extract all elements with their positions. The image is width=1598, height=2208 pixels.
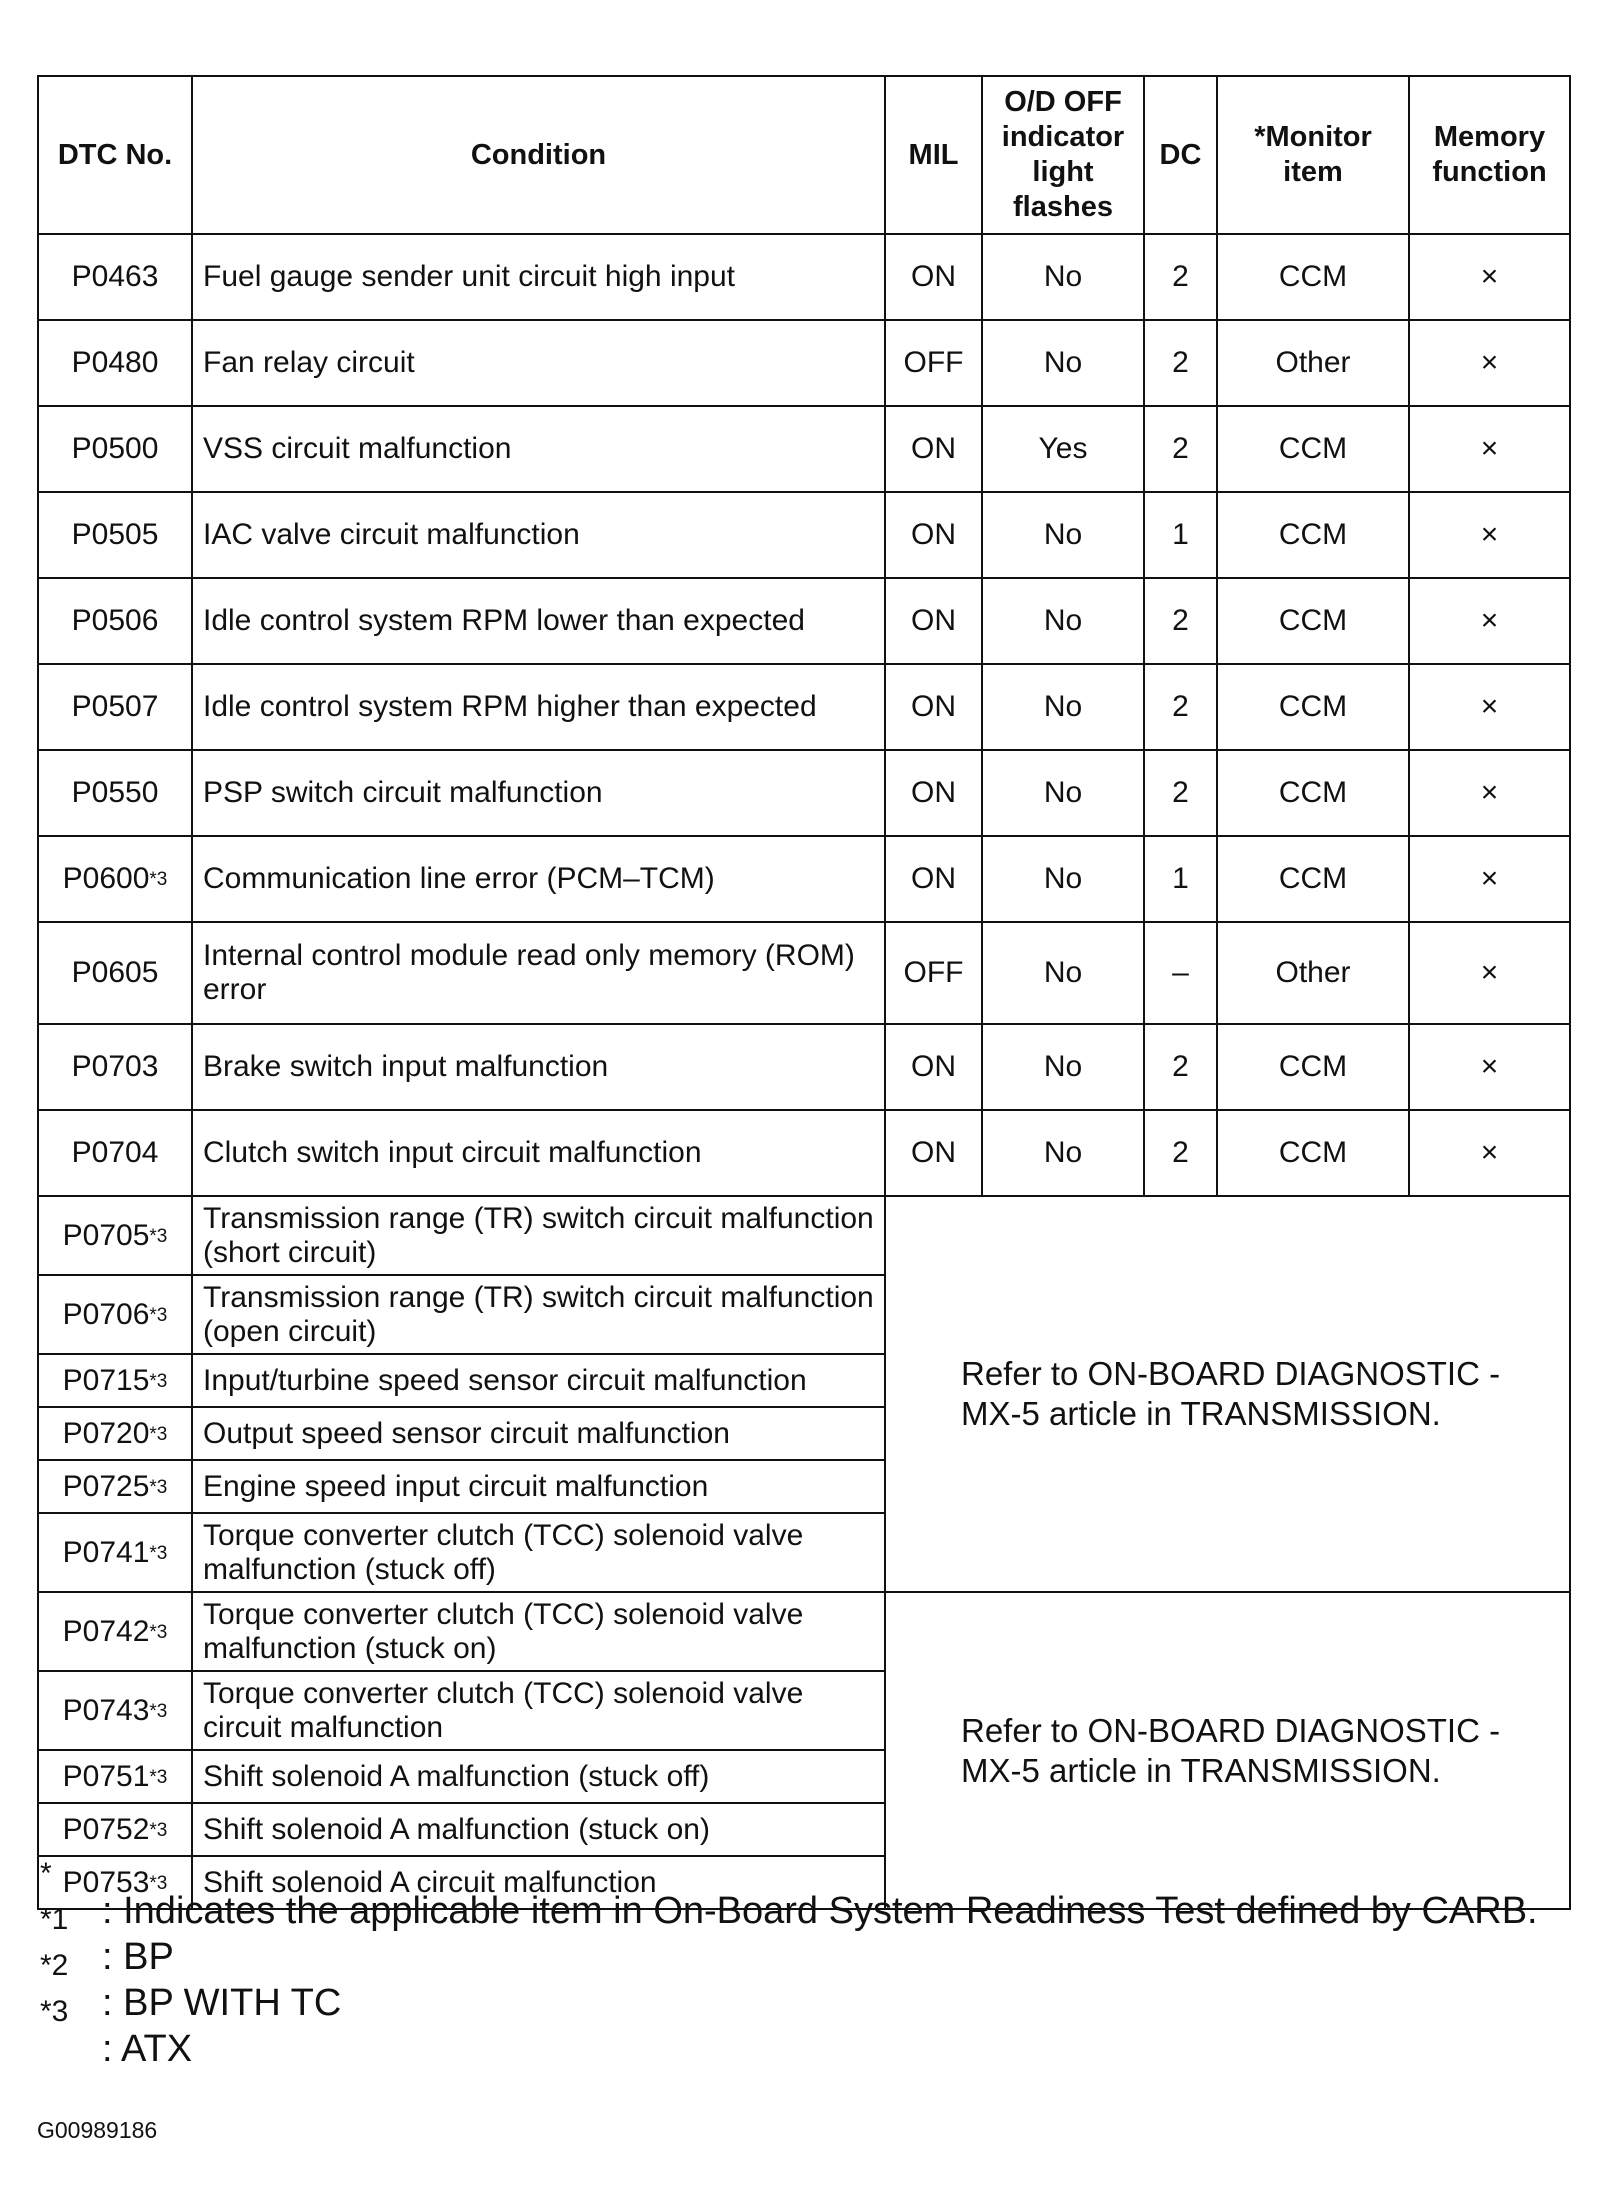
refer-note-cell	[885, 1592, 1570, 1909]
monitor-cell: Other	[1217, 320, 1409, 406]
header-memory-line: Memory	[1433, 121, 1546, 153]
dtc-code: P0703	[71, 1050, 159, 1083]
footnote-mark: *3	[149, 1621, 168, 1643]
mil-cell: ON	[885, 406, 982, 492]
dtc-code: P0751	[62, 1759, 150, 1793]
memory-cell: ×	[1409, 406, 1570, 492]
monitor-cell: Other	[1217, 922, 1409, 1024]
condition-cell: Fuel gauge sender unit circuit high input	[192, 234, 885, 320]
condition-cell: Internal control module read only memory (ROM) error	[192, 922, 885, 1024]
footnote-mark: *3	[149, 1819, 168, 1841]
condition-cell: Idle control system RPM lower than expected	[192, 578, 885, 664]
od-flash-cell: No	[982, 234, 1144, 320]
dtc-code: P0705	[62, 1218, 150, 1252]
dtc-code-cell	[38, 320, 192, 406]
legend-item: *1 : BP	[40, 1934, 1580, 1980]
table-row	[38, 1592, 1570, 1671]
header-condition: Condition	[192, 76, 885, 234]
header-od-line: O/D OFF	[1004, 86, 1122, 118]
mil-cell: ON	[885, 750, 982, 836]
condition-cell: Idle control system RPM higher than expected	[192, 664, 885, 750]
monitor-cell: CCM	[1217, 406, 1409, 492]
dtc-code-cell	[38, 1024, 192, 1110]
header-monitor-line: *Monitor	[1254, 121, 1372, 153]
od-flash-cell: No	[982, 750, 1144, 836]
dtc-code-cell	[38, 492, 192, 578]
condition-cell: Torque converter clutch (TCC) solenoid valve malfunction (stuck on)	[192, 1592, 885, 1671]
dc-cell: 2	[1144, 664, 1217, 750]
dtc-code: P0743	[62, 1693, 150, 1727]
figure-id: G00989186	[37, 2117, 158, 2143]
table-row	[38, 1024, 1570, 1110]
footnote-mark: *3	[149, 869, 168, 890]
monitor-cell: CCM	[1217, 836, 1409, 922]
legend-text: : ATX	[102, 2028, 193, 2070]
footnote-mark: *3	[149, 1766, 168, 1788]
refer-note-cell	[885, 1196, 1570, 1592]
legend-item: * : Indicates the applicable item in On-Board System Readiness Test defined by CARB.	[40, 1888, 1580, 1934]
dtc-code-cell	[38, 1513, 192, 1592]
od-flash-cell: No	[982, 320, 1144, 406]
memory-cell: ×	[1409, 1024, 1570, 1110]
dtc-code: P0480	[71, 346, 159, 379]
condition-cell: VSS circuit malfunction	[192, 406, 885, 492]
dc-cell: 1	[1144, 492, 1217, 578]
condition-cell: Transmission range (TR) switch circuit malfunction (short circuit)	[192, 1196, 885, 1275]
dtc-code: P0725	[62, 1469, 150, 1503]
mil-cell: ON	[885, 1024, 982, 1110]
memory-cell: ×	[1409, 492, 1570, 578]
table-row	[38, 750, 1570, 836]
monitor-cell: CCM	[1217, 492, 1409, 578]
header-od-line: flashes	[1013, 191, 1113, 223]
dtc-code-cell	[38, 1750, 192, 1803]
condition-cell: Torque converter clutch (TCC) solenoid valve circuit malfunction	[192, 1671, 885, 1750]
condition-cell: Engine speed input circuit malfunction	[192, 1460, 885, 1513]
condition-cell: Input/turbine speed sensor circuit malfunction	[192, 1354, 885, 1407]
dtc-code-cell	[38, 664, 192, 750]
dtc-code: P0500	[71, 432, 159, 465]
memory-cell: ×	[1409, 836, 1570, 922]
footnote-mark: *3	[149, 1370, 168, 1392]
mil-cell: ON	[885, 664, 982, 750]
dtc-code-cell	[38, 1592, 192, 1671]
condition-cell: IAC valve circuit malfunction	[192, 492, 885, 578]
dtc-code: P0720	[62, 1416, 150, 1450]
condition-cell: Communication line error (PCM–TCM)	[192, 836, 885, 922]
dtc-code-cell	[38, 578, 192, 664]
refer-note-line: Refer to ON-BOARD DIAGNOSTIC -	[961, 1355, 1501, 1392]
mil-cell: OFF	[885, 320, 982, 406]
monitor-cell: CCM	[1217, 234, 1409, 320]
table-row	[38, 320, 1570, 406]
table-row	[38, 492, 1570, 578]
dtc-code: P0715	[62, 1363, 150, 1397]
condition-cell: Shift solenoid A malfunction (stuck on)	[192, 1803, 885, 1856]
od-flash-cell: No	[982, 1110, 1144, 1196]
legend-text: : Indicates the applicable item in On-Board System Readiness Test defined by CARB.	[102, 1890, 1538, 1932]
footnote-mark: *3	[149, 1225, 168, 1247]
memory-cell: ×	[1409, 664, 1570, 750]
mil-cell: OFF	[885, 922, 982, 1024]
memory-cell: ×	[1409, 1110, 1570, 1196]
legend-text: : BP WITH TC	[102, 1982, 342, 2024]
dtc-code: P0742	[62, 1614, 150, 1648]
table-row	[38, 922, 1570, 1024]
mil-cell: ON	[885, 234, 982, 320]
dtc-code-cell	[38, 1803, 192, 1856]
footnote-mark: *3	[149, 1476, 168, 1498]
footnote-mark: *3	[149, 1304, 168, 1326]
dtc-code-cell	[38, 922, 192, 1024]
footnote-mark: *3	[149, 1542, 168, 1564]
dtc-code: P0600	[62, 862, 150, 895]
condition-cell: Torque converter clutch (TCC) solenoid valve malfunction (stuck off)	[192, 1513, 885, 1592]
dtc-code: P0463	[71, 260, 159, 293]
dc-cell: 2	[1144, 1024, 1217, 1110]
header-dtc-no: DTC No.	[38, 76, 192, 234]
table-row	[38, 664, 1570, 750]
dtc-code-cell	[38, 1671, 192, 1750]
dc-cell: 2	[1144, 1110, 1217, 1196]
memory-cell: ×	[1409, 578, 1570, 664]
dc-cell: –	[1144, 922, 1217, 1024]
dc-cell: 2	[1144, 750, 1217, 836]
footnote-mark: *3	[149, 1423, 168, 1445]
od-flash-cell: No	[982, 578, 1144, 664]
dtc-code-cell	[38, 1354, 192, 1407]
header-dc: DC	[1144, 76, 1217, 234]
condition-cell: Shift solenoid A malfunction (stuck off)	[192, 1750, 885, 1803]
dtc-code: P0505	[71, 518, 159, 551]
dc-cell: 2	[1144, 234, 1217, 320]
mil-cell: ON	[885, 836, 982, 922]
mil-cell: ON	[885, 578, 982, 664]
footnote-mark: *3	[149, 1700, 168, 1722]
dtc-code: P0506	[71, 604, 159, 637]
table-row	[38, 836, 1570, 922]
dtc-code: P0605	[71, 956, 159, 989]
monitor-cell: CCM	[1217, 750, 1409, 836]
memory-cell: ×	[1409, 922, 1570, 1024]
dc-cell: 2	[1144, 578, 1217, 664]
legend-text: : BP	[102, 1936, 174, 1978]
condition-cell: Fan relay circuit	[192, 320, 885, 406]
od-flash-cell: No	[982, 836, 1144, 922]
monitor-cell: CCM	[1217, 1110, 1409, 1196]
refer-note-line: MX-5 article in TRANSMISSION.	[961, 1395, 1441, 1432]
dtc-code-cell	[38, 1407, 192, 1460]
dtc-code: P0704	[71, 1136, 159, 1169]
condition-cell: Clutch switch input circuit malfunction	[192, 1110, 885, 1196]
legend-item: *3 : ATX	[40, 2026, 1580, 2072]
dtc-code: P0741	[62, 1535, 150, 1569]
monitor-cell: CCM	[1217, 578, 1409, 664]
table-header-row	[38, 76, 1570, 234]
table-row	[38, 1196, 1570, 1275]
dc-cell: 1	[1144, 836, 1217, 922]
header-monitor-line: item	[1283, 156, 1343, 188]
condition-cell: Brake switch input malfunction	[192, 1024, 885, 1110]
dtc-code: P0507	[71, 690, 159, 723]
dtc-code: P0753	[62, 1865, 150, 1899]
legend-item: *2 : BP WITH TC	[40, 1980, 1580, 2026]
dtc-code-cell	[38, 234, 192, 320]
header-monitor-item	[1217, 76, 1409, 234]
condition-cell: Output speed sensor circuit malfunction	[192, 1407, 885, 1460]
table-row	[38, 234, 1570, 320]
monitor-cell: CCM	[1217, 1024, 1409, 1110]
od-flash-cell: No	[982, 1024, 1144, 1110]
table-row	[38, 1110, 1570, 1196]
dc-cell: 2	[1144, 406, 1217, 492]
refer-note-line: Refer to ON-BOARD DIAGNOSTIC -	[961, 1711, 1501, 1749]
dc-cell: 2	[1144, 320, 1217, 406]
header-memory-line: function	[1432, 156, 1547, 188]
dtc-code-cell	[38, 406, 192, 492]
header-od-off	[982, 76, 1144, 234]
condition-cell: Shift solenoid A circuit malfunction	[192, 1856, 885, 1909]
dtc-code: P0752	[62, 1812, 150, 1846]
mil-cell: ON	[885, 1110, 982, 1196]
monitor-cell: CCM	[1217, 664, 1409, 750]
dtc-code-cell	[38, 1196, 192, 1275]
table-row	[38, 406, 1570, 492]
mil-cell: ON	[885, 492, 982, 578]
dtc-code-cell	[38, 1275, 192, 1354]
condition-cell: PSP switch circuit malfunction	[192, 750, 885, 836]
od-flash-cell: No	[982, 664, 1144, 750]
memory-cell: ×	[1409, 750, 1570, 836]
condition-cell: Transmission range (TR) switch circuit malfunction (open circuit)	[192, 1275, 885, 1354]
od-flash-cell: No	[982, 492, 1144, 578]
dtc-code: P0550	[71, 776, 159, 809]
memory-cell: ×	[1409, 320, 1570, 406]
header-od-line: indicator	[1001, 121, 1125, 153]
od-flash-cell: No	[982, 922, 1144, 1024]
header-mil: MIL	[885, 76, 982, 234]
dtc-code: P0706	[62, 1297, 150, 1331]
header-memory-function	[1409, 76, 1570, 234]
table-row	[38, 578, 1570, 664]
dtc-code-cell	[38, 836, 192, 922]
dtc-code-cell	[38, 750, 192, 836]
footnote-mark: *3	[149, 1872, 168, 1894]
memory-cell: ×	[1409, 234, 1570, 320]
dtc-table	[37, 75, 1571, 1910]
dtc-code-cell	[38, 1110, 192, 1196]
refer-note-line: MX-5 article in TRANSMISSION.	[961, 1751, 1441, 1789]
header-od-line: light	[1032, 156, 1094, 188]
dtc-code-cell	[38, 1460, 192, 1513]
od-flash-cell: Yes	[982, 406, 1144, 492]
